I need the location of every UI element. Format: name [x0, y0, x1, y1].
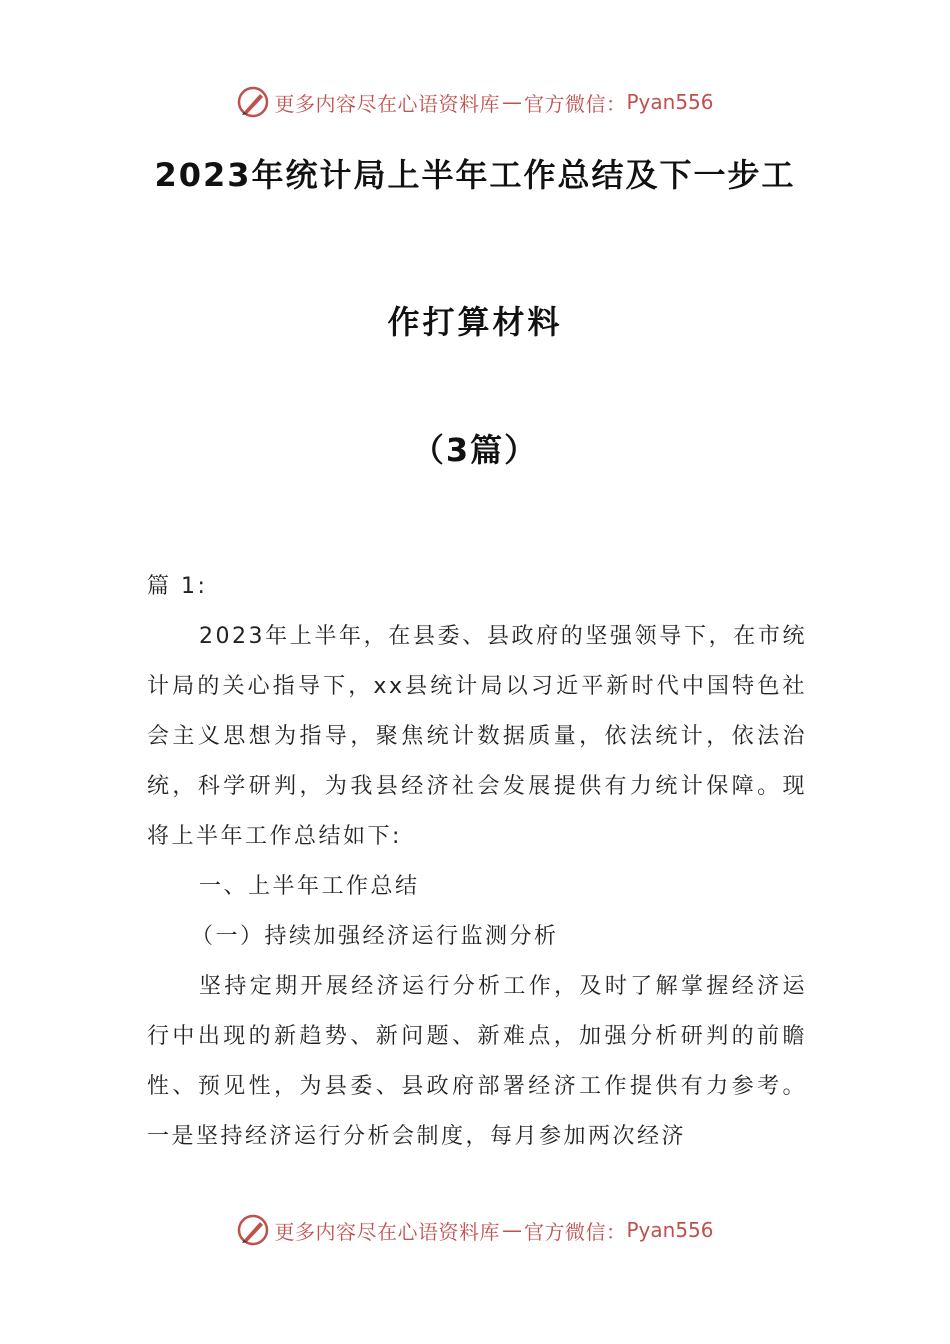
banner-official: 官方微信：: [523, 91, 627, 116]
pen-logo-icon: [236, 1213, 270, 1247]
document-title-line-2: 作打算材料: [387, 303, 563, 341]
footer-banner: [0, 1210, 950, 1250]
heading-level-1: 一、上半年工作总结: [199, 874, 420, 899]
banner-text: 更多内容尽在心语资料库: [274, 1219, 500, 1244]
paragraph-intro: 2023年上半年，在县委、县政府的坚强领导下，在市统计局的关心指导下，xx县统计局以习近平新时代中国特色社会主义思想为指导，聚焦统计数据质量，依法统计，依法治统，科学研判，为我县经济社会发展提供有力统计保障。现将上半年工作总结如下:: [147, 624, 807, 849]
banner-separator: —: [501, 1218, 522, 1242]
paragraph-body: 坚持定期开展经济运行分析工作，及时了解掌握经济运行中出现的新趋势、新问题、新难点，加强分析研判的前瞻性、预见性，为县委、县政府部署经济工作提供有力参考。一是坚持经济运行分析会制度，每月参加两次经济: [147, 974, 807, 1149]
banner-contact: Pyan556: [626, 1218, 714, 1242]
banner-separator: —: [501, 90, 522, 114]
heading-level-2: （一）持续加强经济运行监测分析: [191, 924, 559, 949]
header-banner: [0, 82, 950, 122]
banner-official: 官方微信：: [523, 1219, 627, 1244]
banner-contact: Pyan556: [626, 90, 714, 114]
pen-logo-icon: [236, 85, 270, 119]
section-label: 篇 1:: [147, 574, 208, 599]
banner-text: 更多内容尽在心语资料库: [274, 91, 500, 116]
document-title-count: （3篇）: [411, 431, 539, 469]
document-title-line-1: 2023年统计局上半年工作总结及下一步工: [154, 156, 796, 194]
document-body: [147, 562, 807, 1162]
